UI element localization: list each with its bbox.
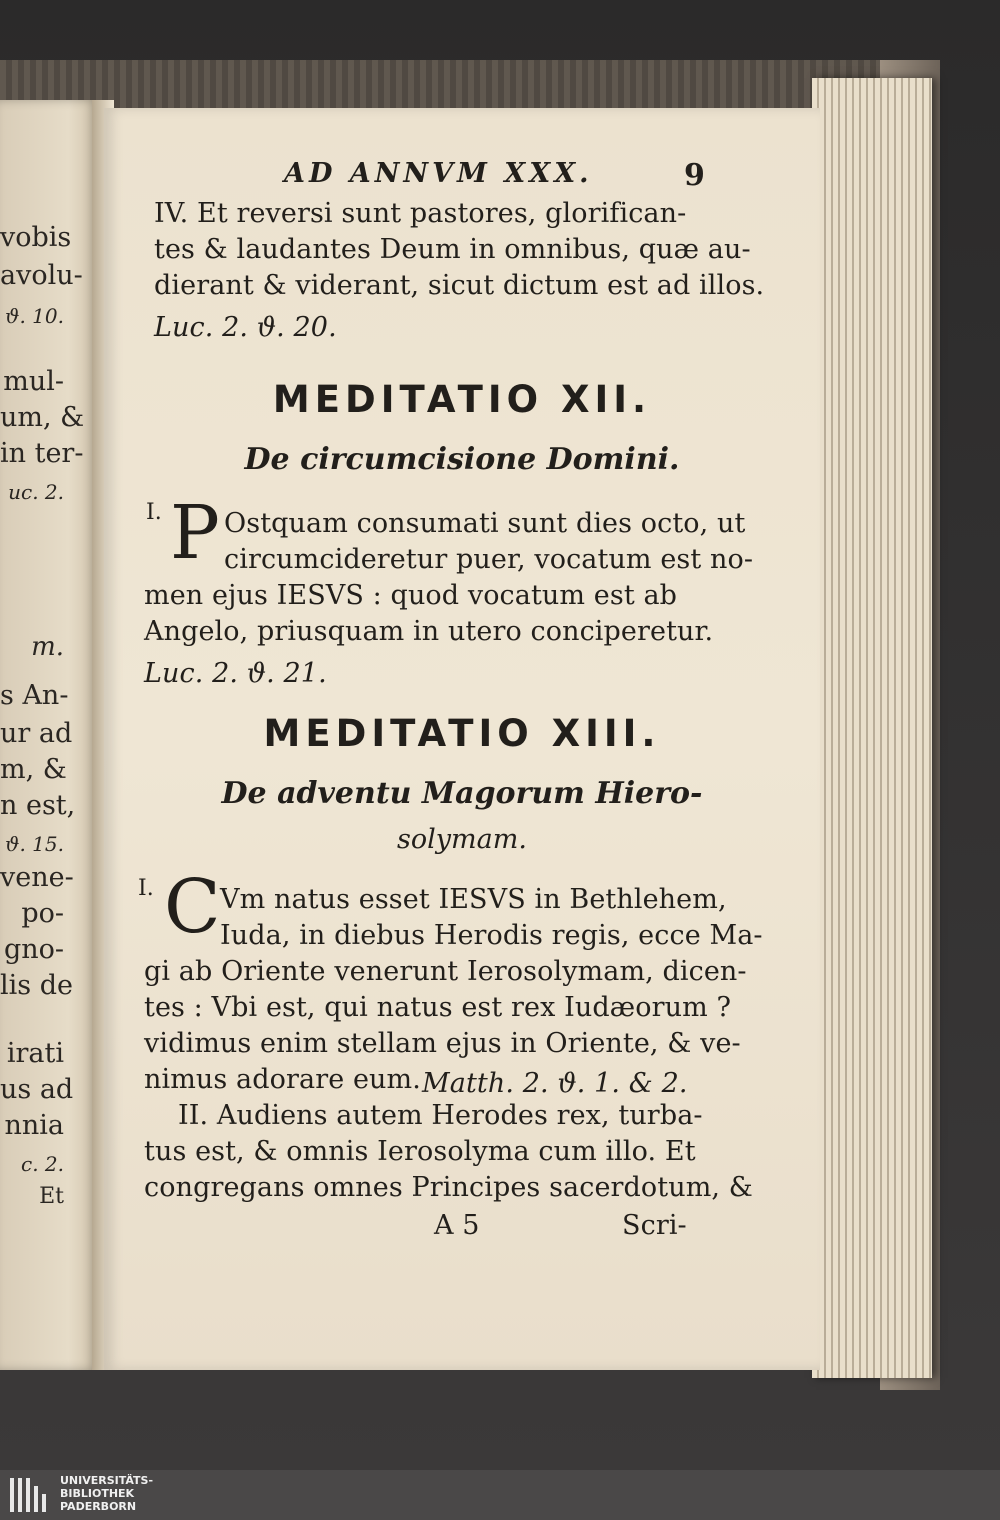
meditation-heading: MEDITATIO XIII. [263,712,661,755]
left-fragment: po- [21,898,64,929]
text-line: IV. Et reversi sunt pastores, glorifican- [154,198,687,229]
text-line: vidimus enim stellam ejus in Oriente, & ve- [144,1028,741,1059]
text-line: Angelo, priusquam in utero conciperetur. [144,616,714,647]
left-fragment: s An- [0,680,69,711]
drop-cap: P [170,490,220,576]
logo-line: UNIVERSITÄTS- [60,1474,154,1487]
left-fragment: Et [39,1184,64,1209]
meditation-subheading: De adventu Magorum Hiero- [221,776,703,811]
book-binding-head [0,60,900,110]
text-line: circumcideretur puer, vocatum est no- [224,544,754,575]
left-page [0,100,98,1370]
text-line: II. Audiens autem Herodes rex, turba- [178,1100,703,1131]
right-page [104,108,820,1370]
left-fragment: m. [31,632,64,662]
left-fragment: lis de [0,970,73,1001]
left-fragment: avolu- [0,260,83,291]
left-fragment: nnia [4,1110,64,1141]
left-fragment: m, & [0,754,67,785]
footer-bar [0,1470,1000,1520]
left-fragment: in ter- [0,438,84,469]
left-fragment: vobis [0,222,72,253]
text-line: Ostquam consumati sunt dies octo, ut [224,508,746,539]
text-line: congregans omnes Principes sacerdotum, & [144,1172,753,1203]
left-fragment: ur ad [0,718,73,749]
left-fragment: irati [6,1038,64,1069]
left-fragment: ϑ. 10. [5,304,64,328]
left-fragment: um, & [0,402,85,433]
library-logo-icon [10,1478,52,1512]
running-head: AD ANNVM XXX. [284,158,593,189]
scripture-reference: Luc. 2. ϑ. 21. [144,658,327,689]
text-line: Vm natus esset IESVS in Bethlehem, [220,884,727,915]
text-line: men ejus IESVS : quod vocatum est ab [144,580,678,611]
page-number: 9 [684,158,705,193]
text-line: tes & laudantes Deum in omnibus, quæ au- [154,234,751,265]
paragraph-numeral: I. [138,876,154,901]
paragraph-numeral: I. [146,500,162,525]
page-edges [812,78,932,1378]
text-line: nimus adorare eum. [144,1064,421,1095]
left-fragment: ϑ. 15. [5,832,64,856]
logo-line: PADERBORN [60,1500,137,1513]
scripture-reference: Matth. 2. ϑ. 1. & 2. [422,1068,688,1099]
logo-line: BIBLIOTHEK [60,1487,135,1500]
meditation-subheading: solymam. [397,824,527,855]
library-logo-text [60,1474,153,1513]
text-line: Iuda, in diebus Herodis regis, ecce Ma- [220,920,763,951]
left-fragment: n est, [0,790,76,821]
signature-mark: A 5 [434,1210,480,1241]
left-fragment: vene- [0,862,74,893]
text-line: dierant & viderant, sicut dictum est ad illos. [154,270,765,301]
left-fragment: mul- [3,366,64,397]
left-fragment: c. 2. [21,1152,64,1176]
scripture-reference: Luc. 2. ϑ. 20. [154,312,337,343]
catchword: Scri- [622,1210,687,1241]
text-line: tus est, & omnis Ierosolyma cum illo. Et [144,1136,696,1167]
left-fragment: gno- [3,934,64,965]
meditation-subheading: De circumcisione Domini. [244,442,680,477]
text-line: gi ab Oriente venerunt Ierosolymam, dicen- [144,956,747,987]
left-fragment: us ad [0,1074,74,1105]
left-fragment: uc. 2. [8,480,64,504]
meditation-heading: MEDITATIO XII. [272,378,652,421]
drop-cap: C [164,864,221,950]
text-line: tes : Vbi est, qui natus est rex Iudæorum ? [144,992,732,1023]
